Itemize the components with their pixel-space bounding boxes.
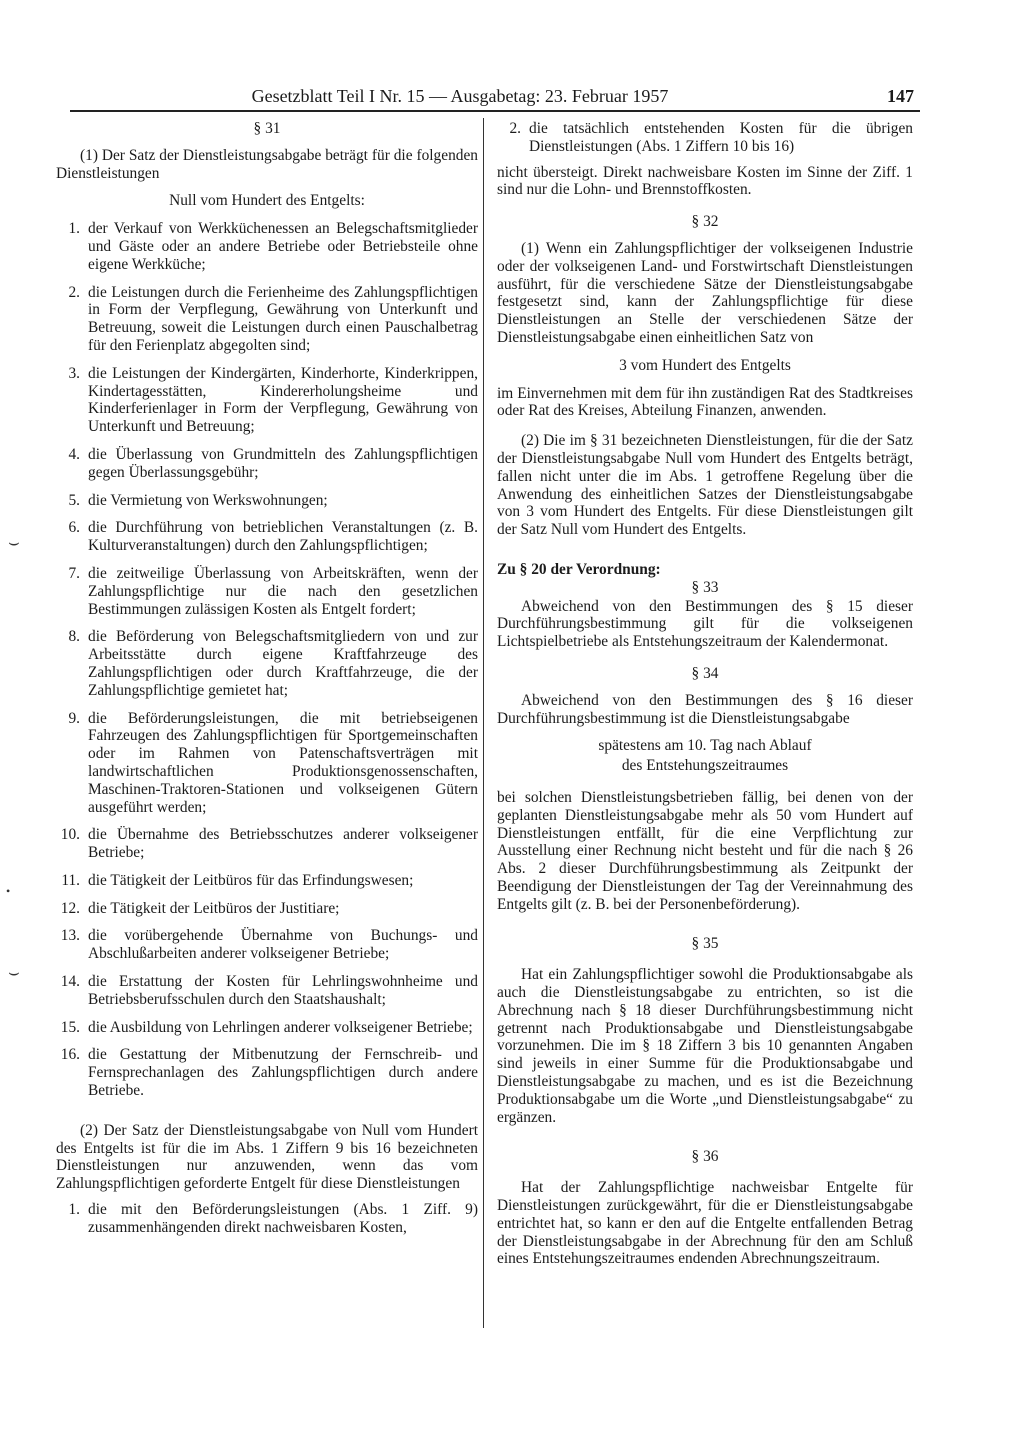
list-item-text: die Vermietung von Werkswohnungen; [88, 491, 328, 509]
header-rule [70, 110, 920, 112]
list-item-text: die Leistungen der Kindergärten, Kinderhorte, Kinderkrippen, Kindertagesstätten, Kindererholungsheime und Kinderferienlager in Form der Verpflegung, Gewährung von Unterkunft und Betreuung; [88, 364, 478, 436]
paragraph: Hat ein Zahlungspflichtiger sowohl die Produktionsabgabe als auch die Dienstleistungsabgabe zu entrichten, so ist die Abrechnung nach § 18 dieser Durchführungsbestimmung nicht getrennt nach Produktionsabgabe und Dienstleistungsabgabe vorzunehmen. Die im § 18 Ziffern 3 bis 10 genannten Angaben sind jeweils in einer Summe für die Produktionsabgabe und Dienstleistungsabgabe zu machen, und es ist die Bezeichnung Produktionsabgabe um die Worte „und Dienstleistungsabgabe“ zu ergänzen. [497, 966, 913, 1126]
paragraph: Abweichend von den Bestimmungen des § 15 dieser Durchführungsbestimmung gilt für die volkseigenen Lichtspielbetriebe als Entstehungszeitraum der Kalendermonat. [497, 597, 913, 651]
column-divider [483, 118, 484, 1328]
list-item-number: 15. [60, 1018, 80, 1036]
list-item [56, 628, 478, 699]
gazette-header-title: Gesetzblatt Teil I Nr. 15 — Ausgabetag: 23. Februar 1957 [251, 86, 669, 106]
list-item [56, 365, 478, 436]
section-heading: § 32 [691, 213, 719, 231]
list-item-number: 3. [68, 364, 80, 382]
list-item [56, 872, 478, 890]
paragraph: im Einvernehmen mit dem für ihn zuständigen Rat des Stadtkreises oder Rat des Kreises, Abteilung Finanzen, anwenden. [497, 384, 913, 420]
list-item-text: die Beförderung von Belegschaftsmitgliedern von und zur Arbeitsstätte durch eigene Kraftfahrzeuge des Zahlungspflichtigen oder durch Kraftfahrzeuge, die der Zahlungspflichtige gemietet hat; [88, 628, 478, 699]
list-item-number: 2. [509, 120, 521, 137]
section-heading: § 33 [691, 578, 719, 596]
list-item-number: 10. [60, 826, 80, 844]
list-item-number: 8. [68, 628, 80, 646]
margin-dot: • [6, 884, 11, 898]
list-item [56, 900, 478, 918]
margin-mark: ⌣ [8, 532, 20, 552]
rate-line: Null vom Hundert des Entgelts: [169, 192, 365, 210]
list-item-number: 7. [68, 564, 80, 582]
paragraph: Hat der Zahlungspflichtige nachweisbar Entgelte für Dienstleistungen zurückgewährt, für die er Dienstleistungsabgabe entrichtet hat, so kann er den auf die Entgelte entfallenden Betrag der Dienstleistungsabgabe in der Abrechnung für den am Schluß eines Entstehungszeitraumes endenden Abrechnungszeitraum. [497, 1179, 913, 1268]
due-date-line: spätestens am 10. Tag nach Ablauf [598, 737, 812, 755]
section-heading: § 36 [691, 1148, 719, 1166]
page-number: 147 [887, 86, 914, 106]
list-item-text: die Gestattung der Mitbenutzung der Fernschreib- und Fernsprechanlagen des Zahlungspflichtigen durch andere Betriebe. [88, 1046, 478, 1100]
due-date-line: des Entstehungszeitraumes [621, 757, 789, 775]
list-item-text: die Tätigkeit der Leitbüros für das Erfindungswesen; [88, 871, 414, 889]
paragraph: Abweichend von den Bestimmungen des § 16 dieser Durchführungsbestimmung ist die Dienstleistungsabgabe [497, 691, 913, 727]
list-item [56, 565, 478, 618]
paragraph: (2) Der Satz der Dienstleistungsabgabe von Null vom Hundert des Entgelts ist für die im Abs. 1 Ziffern 9 bis 16 bezeichneten Dienstleistungen nur anzuwenden, wenn das vom Zahlungspflichtigen geforderte Entgelt für diese Dienstleistungen [56, 1121, 478, 1193]
list-item [56, 1019, 478, 1037]
margin-mark: ⌣ [8, 962, 20, 982]
list-item-number: 1. [68, 220, 80, 238]
list-item [56, 710, 478, 817]
enumerated-list [497, 120, 913, 156]
paragraph: bei solchen Dienstleistungsbetrieben fällig, bei denen von der geplanten Dienstleistungsabgabe mehr als 50 vom Hundert auf Dienstleistungen entfällt, für die eine Verpflichtung zur Ausstellung einer Rechnung nicht besteht und für die nach § 26 Abs. 2 dieser Durchführungsbestimmung als Zeitpunkt der Beendigung der Dienstleistungen der Tag der Vereinnahmung des Entgelts gilt (z. B. bei der Personenbeförderung). [497, 788, 913, 913]
paragraph: (2) Die im § 31 bezeichneten Dienstleistungen, für die der Satz der Dienstleistungsabgabe Null vom Hundert des Entgelts beträgt, fallen nicht unter die im Abs. 1 getroffene Regelung über die Anwendung des einheitlichen Satzes der Dienstleistungsabgabe von 3 vom Hundert des Entgelts. Für diese Dienstleistungen gilt der Satz Null vom Hundert des Entgelts. [497, 432, 913, 539]
list-item-text: die Tätigkeit der Leitbüros der Justitiare; [88, 899, 340, 917]
rate-line: 3 vom Hundert des Entgelts [619, 356, 791, 374]
section-heading: § 35 [691, 935, 719, 953]
page-header [70, 86, 920, 112]
list-item [56, 220, 478, 273]
list-item-text: die Ausbildung von Lehrlingen anderer volkseigener Betriebe; [88, 1018, 473, 1036]
list-item-number: 11. [61, 871, 80, 889]
list-item-number: 13. [60, 927, 80, 945]
list-item-text: die Leistungen durch die Ferienheime des Zahlungspflichtigen in Form der Verpflegung, Gewährung von Unterkunft und Betreuung, soweit die Leistungen durch einen Pauschalbetrag für den Ferienplatz abgegolten sind; [88, 283, 478, 354]
enumerated-list [56, 220, 478, 1100]
list-item-number: 6. [68, 519, 80, 537]
left-column [56, 120, 478, 1247]
list-item-text: die Beförderungsleistungen, die mit betriebseigenen Fahrzeugen des Zahlungspflichtigen für Sportgemeinschaften oder im Rahmen von Patenschaftsverträgen mit landwirtschaftlichen Produktionsgenossenschaften, Maschinen-Traktoren-Stationen und volkseigenen Gütern ausgeführt werden; [88, 709, 478, 816]
list-item-text: die mit den Beförderungsleistungen (Abs. 1 Ziff. 9) zusammenhängenden direkt nachweisbaren Kosten, [88, 1201, 478, 1236]
list-item [56, 973, 478, 1009]
list-item-number: 2. [68, 283, 80, 301]
list-item-text: der Verkauf von Werkküchenessen an Belegschaftsmitglieder und Gäste oder an andere Betriebe oder Betriebsteile ohne eigene Werkküche; [88, 220, 478, 273]
list-item [56, 446, 478, 482]
list-item-text: die tatsächlich entstehenden Kosten für die übrigen Dienstleistungen (Abs. 1 Ziffern 10 bis 16) [529, 120, 913, 155]
list-item [497, 120, 913, 156]
paragraph: (1) Der Satz der Dienstleistungsabgabe beträgt für die folgenden Dienstleistungen [56, 146, 478, 182]
list-item [56, 519, 478, 555]
paragraph: (1) Wenn ein Zahlungspflichtiger der volkseigenen Industrie oder der volkseigenen Land- und Forstwirtschaft Dienstleistungen ausführt, für die verschiedene Sätze der Dienstleistungsabgabe festgesetzt sind, kann der Zahlungspflichtige für diese Dienstleistungen an Stelle der verschiedenen Sätze der Dienstleistungsabgabe einen einheitlichen Satz von [497, 239, 913, 346]
right-column [497, 120, 913, 1268]
list-item-text: die Übernahme des Betriebsschutzes anderer volkseigener Betriebe; [88, 826, 478, 862]
enumerated-list [56, 1201, 478, 1237]
list-item [56, 492, 478, 510]
list-item [56, 1201, 478, 1237]
subheading: Zu § 20 der Verordnung: [497, 560, 661, 578]
section-heading: § 34 [691, 664, 719, 682]
list-item-number: 9. [68, 709, 80, 727]
section-heading: § 31 [253, 120, 281, 137]
list-item-number: 12. [60, 899, 80, 917]
list-item-text: die zeitweilige Überlassung von Arbeitskräften, wenn der Zahlungspflichtige nur die nach den gesetzlichen Bestimmungen zulässigen Kosten als Entgelt fordert; [88, 564, 478, 618]
list-item [56, 826, 478, 862]
list-item-number: 14. [60, 973, 80, 991]
list-item [56, 927, 478, 963]
list-item [56, 1046, 478, 1099]
list-item-number: 1. [68, 1201, 80, 1219]
list-item-text: die Durchführung von betrieblichen Veranstaltungen (z. B. Kulturveranstaltungen) durch den Zahlungspflichtigen; [88, 519, 478, 555]
list-item [56, 284, 478, 355]
list-item-number: 4. [68, 445, 80, 463]
list-item-number: 5. [68, 491, 80, 509]
paragraph: nicht übersteigt. Direkt nachweisbare Kosten im Sinne der Ziff. 1 sind nur die Lohn- und Brennstoffkosten. [497, 163, 913, 199]
list-item-text: die Überlassung von Grundmitteln des Zahlungspflichtigen gegen Überlassungsgebühr; [88, 445, 478, 481]
list-item-number: 16. [60, 1046, 80, 1064]
list-item-text: die Erstattung der Kosten für Lehrlingswohnheime und Betriebsberufsschulen durch den Staatshaushalt; [88, 973, 478, 1008]
list-item-text: die vorübergehende Übernahme von Buchungs- und Abschlußarbeiten anderer volkseigener Betriebe; [88, 927, 478, 963]
